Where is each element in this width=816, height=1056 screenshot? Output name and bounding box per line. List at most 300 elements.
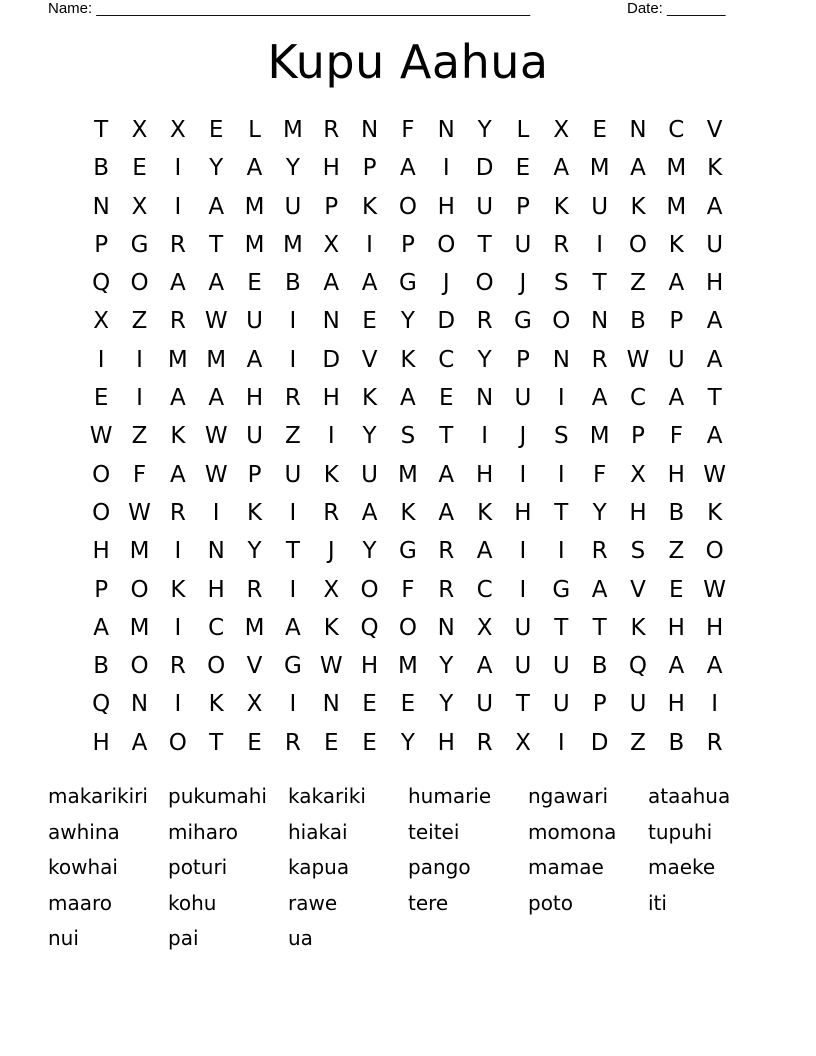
word-list-item: miharo <box>168 819 238 844</box>
grid-letter: K <box>247 499 263 526</box>
grid-letter: N <box>629 117 647 143</box>
grid-letter: Q <box>92 270 111 297</box>
grid-letter: X <box>93 308 110 335</box>
grid-letter: T <box>94 117 109 143</box>
word-list-item: kakariki <box>288 784 366 808</box>
grid-letter: I <box>519 538 527 565</box>
grid-letter: G <box>283 653 302 680</box>
grid-letter: I <box>289 346 297 373</box>
word-list-item: kowhai <box>48 855 118 879</box>
grid-letter: E <box>93 385 109 412</box>
grid-letter: F <box>401 576 415 603</box>
grid-letter: U <box>514 231 532 258</box>
grid-letter: F <box>593 461 607 488</box>
grid-letter: A <box>591 385 608 412</box>
grid-letter: Y <box>285 155 300 182</box>
grid-letter: B <box>668 499 685 526</box>
grid-letter: H <box>92 538 110 565</box>
grid-letter: M <box>589 155 610 182</box>
grid-letter: H <box>322 385 340 412</box>
grid-letter: Y <box>477 346 492 373</box>
grid-letter: P <box>324 193 339 220</box>
grid-letter: T <box>285 538 300 565</box>
grid-letter: I <box>442 155 450 182</box>
grid-letter: T <box>209 729 224 756</box>
grid-letter: I <box>481 423 488 450</box>
word-list-item: pango <box>408 855 471 879</box>
grid-letter: A <box>285 614 301 641</box>
grid-letter: A <box>169 385 186 412</box>
grid-letter: K <box>630 614 646 641</box>
grid-letter: I <box>174 614 182 641</box>
grid-row <box>82 456 734 494</box>
grid-letter: S <box>630 538 646 565</box>
grid-letter: K <box>707 155 723 182</box>
grid-letter: Y <box>439 653 454 680</box>
grid-letter: A <box>706 423 723 450</box>
grid-letter: X <box>131 193 148 220</box>
grid-letter: M <box>244 193 265 220</box>
grid-letter: Y <box>400 308 415 335</box>
grid-letter: U <box>514 614 532 641</box>
grid-letter: J <box>519 270 527 297</box>
grid-letter: H <box>437 729 455 756</box>
grid-letter: R <box>591 346 608 373</box>
grid-letter: A <box>630 155 646 182</box>
grid-letter: A <box>668 653 685 680</box>
grid-letter: I <box>289 308 297 335</box>
grid-letter: A <box>668 385 685 412</box>
grid-letter: E <box>208 117 224 143</box>
name-field-line: Name: ____________________________________________________ <box>48 0 531 17</box>
grid-letter: U <box>476 193 494 220</box>
grid-letter: M <box>129 538 150 565</box>
grid-letter: P <box>400 231 415 258</box>
grid-row <box>82 571 734 609</box>
grid-letter: D <box>475 155 494 182</box>
grid-letter: K <box>707 499 723 526</box>
grid-row <box>82 149 734 187</box>
grid-letter: I <box>519 576 527 603</box>
grid-letter: O <box>92 499 111 526</box>
grid-letter: Z <box>668 538 685 565</box>
grid-letter: G <box>552 576 571 603</box>
grid-letter: I <box>289 499 297 526</box>
grid-letter: U <box>591 193 609 220</box>
grid-letter: I <box>596 231 604 258</box>
grid-letter: A <box>169 461 186 488</box>
grid-letter: W <box>204 308 228 335</box>
grid-letter: W <box>703 461 727 488</box>
word-list-item: kohu <box>168 890 217 915</box>
grid-letter: R <box>706 729 723 756</box>
grid-letter: J <box>442 270 450 297</box>
grid-letter: M <box>282 231 303 258</box>
grid-letter: K <box>170 423 186 450</box>
grid-letter: H <box>706 270 724 297</box>
grid-letter: W <box>89 423 113 450</box>
grid-letter: T <box>707 385 722 412</box>
grid-letter: R <box>553 231 570 258</box>
grid-row <box>82 724 734 762</box>
grid-letter: Z <box>630 270 646 297</box>
grid-letter: W <box>128 499 151 526</box>
grid-letter: O <box>398 193 417 220</box>
grid-letter: W <box>204 461 228 488</box>
grid-letter: P <box>362 155 377 182</box>
grid-letter: Z <box>285 423 301 450</box>
grid-letter: I <box>519 461 527 488</box>
grid-letter: A <box>476 653 493 680</box>
grid-letter: D <box>322 346 341 373</box>
word-list-item: rawe <box>288 890 338 915</box>
grid-letter: H <box>322 155 340 182</box>
grid-letter: P <box>669 308 684 335</box>
word-list-item: hiakai <box>288 819 348 844</box>
grid-letter: T <box>592 270 607 297</box>
grid-letter: A <box>400 385 416 412</box>
grid-letter: I <box>289 691 297 718</box>
grid-letter: U <box>667 346 685 373</box>
grid-letter: Y <box>362 538 377 565</box>
grid-letter: L <box>516 117 530 143</box>
grid-letter: W <box>703 576 727 603</box>
grid-row <box>82 494 734 532</box>
grid-letter: A <box>706 308 723 335</box>
grid-letter: O <box>475 270 494 297</box>
grid-letter: P <box>592 691 607 718</box>
grid-letter: U <box>552 653 570 680</box>
grid-letter: A <box>706 653 723 680</box>
grid-letter: I <box>557 461 565 488</box>
grid-letter: K <box>477 499 493 526</box>
grid-letter: X <box>630 461 646 488</box>
grid-row <box>82 417 734 455</box>
grid-letter: H <box>514 499 532 526</box>
grid-letter: R <box>284 385 301 412</box>
grid-letter: M <box>129 614 150 641</box>
grid-letter: A <box>591 576 608 603</box>
grid-letter: U <box>284 193 302 220</box>
grid-letter: B <box>285 270 301 297</box>
grid-letter: A <box>208 193 225 220</box>
grid-letter: A <box>169 270 186 297</box>
grid-letter: H <box>475 461 494 488</box>
grid-letter: Y <box>439 691 454 718</box>
word-list-item: ngawari <box>528 784 609 808</box>
grid-letter: R <box>284 729 301 756</box>
grid-letter: U <box>706 231 724 258</box>
grid-letter: T <box>439 423 454 450</box>
word-list <box>48 780 768 958</box>
grid-letter: A <box>400 155 416 182</box>
word-list-item: makarikiri <box>48 784 148 808</box>
grid-letter: C <box>438 346 455 373</box>
grid-letter: H <box>360 653 379 680</box>
page-title: Kupu Aahua <box>267 35 549 89</box>
grid-letter: K <box>400 499 416 526</box>
grid-letter: O <box>130 576 149 603</box>
grid-letter: A <box>361 499 378 526</box>
grid-letter: G <box>514 308 532 335</box>
grid-letter: S <box>553 423 569 450</box>
word-list-item: mamae <box>528 855 604 879</box>
grid-letter: M <box>666 155 687 182</box>
grid-letter: N <box>322 691 340 718</box>
grid-row <box>82 226 734 264</box>
grid-letter: U <box>514 653 532 680</box>
grid-letter: Y <box>362 423 377 450</box>
grid-letter: R <box>169 308 186 335</box>
grid-letter: A <box>246 155 263 182</box>
word-list-item: humarie <box>408 784 492 808</box>
grid-letter: I <box>174 691 182 718</box>
grid-letter: K <box>630 193 646 220</box>
word-list-item: momona <box>528 819 617 844</box>
grid-letter: B <box>591 653 608 680</box>
word-list-item: nui <box>48 926 79 950</box>
grid-letter: R <box>476 308 493 335</box>
grid-letter: G <box>399 538 417 565</box>
grid-letter: I <box>557 385 565 412</box>
grid-letter: A <box>208 385 225 412</box>
grid-letter: W <box>319 653 343 680</box>
grid-letter: E <box>323 729 339 756</box>
grid-letter: F <box>669 423 683 450</box>
grid-letter: A <box>706 346 723 373</box>
grid-letter: M <box>282 117 303 143</box>
word-list-item: poturi <box>168 855 228 879</box>
grid-letter: O <box>130 653 149 680</box>
grid-letter: A <box>706 193 723 220</box>
grid-letter: B <box>93 155 110 182</box>
date-field-line: Date: _______ <box>627 0 726 17</box>
grid-letter: E <box>247 270 262 297</box>
grid-letter: U <box>246 308 263 335</box>
grid-letter: I <box>557 729 565 756</box>
grid-letter: I <box>289 576 297 603</box>
grid-letter: C <box>208 614 225 641</box>
grid-letter: O <box>437 231 456 258</box>
grid-letter: A <box>361 270 378 297</box>
grid-letter: U <box>361 461 378 488</box>
grid-letter: T <box>554 614 569 641</box>
grid-row <box>82 532 734 570</box>
grid-letter: A <box>93 614 110 641</box>
grid-letter: P <box>516 346 530 373</box>
grid-letter: I <box>711 691 719 718</box>
grid-row <box>82 609 734 647</box>
grid-letter: C <box>476 576 493 603</box>
word-list-item: maaro <box>48 890 113 915</box>
grid-letter: Y <box>592 499 607 526</box>
grid-letter: O <box>398 614 417 641</box>
grid-letter: N <box>591 308 609 335</box>
grid-letter: E <box>362 308 377 335</box>
grid-letter: D <box>437 308 456 335</box>
grid-letter: O <box>207 653 226 680</box>
grid-letter: H <box>629 499 647 526</box>
grid-letter: O <box>705 538 724 565</box>
grid-letter: I <box>327 423 335 450</box>
grid-letter: I <box>136 385 143 412</box>
grid-letter: H <box>667 691 685 718</box>
grid-row <box>82 111 734 149</box>
grid-letter: E <box>362 729 377 756</box>
grid-letter: B <box>668 729 685 756</box>
grid-letter: X <box>246 691 263 718</box>
grid-letter: U <box>476 691 494 718</box>
grid-letter: K <box>362 193 378 220</box>
grid-letter: Z <box>131 308 148 335</box>
grid-letter: V <box>246 653 263 680</box>
grid-letter: E <box>592 117 607 143</box>
grid-letter: P <box>247 461 262 488</box>
grid-letter: X <box>553 117 570 143</box>
grid-letter: P <box>94 576 109 603</box>
grid-letter: T <box>592 614 607 641</box>
grid-letter: K <box>362 385 378 412</box>
grid-letter: K <box>400 346 416 373</box>
grid-letter: W <box>204 423 228 450</box>
grid-letter: M <box>397 461 418 488</box>
grid-letter: M <box>206 346 227 373</box>
grid-row <box>82 341 734 379</box>
grid-letter: A <box>131 729 148 756</box>
grid-letter: E <box>515 155 531 182</box>
grid-letter: X <box>131 117 148 143</box>
grid-letter: B <box>93 653 110 680</box>
grid-letter: J <box>327 538 335 565</box>
grid-letter: G <box>130 231 149 258</box>
word-list-item: poto <box>528 890 574 915</box>
grid-letter: M <box>397 653 418 680</box>
grid-letter: E <box>400 691 416 718</box>
grid-letter: S <box>553 270 569 297</box>
grid-letter: M <box>167 346 188 373</box>
word-list-item: awhina <box>48 819 120 844</box>
grid-letter: A <box>208 270 225 297</box>
grid-letter: X <box>169 117 186 143</box>
grid-letter: N <box>437 117 455 143</box>
grid-letter: E <box>438 385 454 412</box>
grid-letter: U <box>552 691 570 718</box>
grid-letter: F <box>401 117 415 143</box>
grid-letter: J <box>519 423 527 450</box>
grid-letter: A <box>553 155 570 182</box>
grid-row <box>82 379 734 417</box>
grid-letter: A <box>476 538 493 565</box>
grid-letter: I <box>174 193 182 220</box>
grid-letter: N <box>360 117 379 143</box>
grid-letter: Y <box>209 155 224 182</box>
word-list-item: iti <box>648 890 667 915</box>
grid-letter: L <box>248 117 261 143</box>
grid-letter: W <box>626 346 650 373</box>
grid-letter: H <box>667 461 685 488</box>
grid-letter: R <box>169 231 186 258</box>
grid-letter: N <box>437 614 455 641</box>
word-list-item: tere <box>408 890 449 915</box>
grid-letter: C <box>629 385 647 412</box>
grid-letter: U <box>514 385 532 412</box>
grid-letter: B <box>630 308 646 335</box>
grid-letter: R <box>438 576 455 603</box>
grid-letter: I <box>366 231 373 258</box>
grid-letter: R <box>169 499 186 526</box>
grid-letter: T <box>209 231 224 258</box>
grid-letter: A <box>323 270 340 297</box>
grid-letter: M <box>589 423 610 450</box>
grid-letter: K <box>553 193 569 220</box>
letter-grid <box>82 111 734 762</box>
grid-letter: E <box>247 729 262 756</box>
grid-letter: K <box>323 614 339 641</box>
grid-letter: K <box>323 461 339 488</box>
grid-letter: Q <box>92 691 111 718</box>
grid-letter: P <box>631 423 645 450</box>
grid-letter: N <box>92 193 110 220</box>
grid-letter: A <box>438 461 455 488</box>
grid-letter: U <box>246 423 263 450</box>
grid-letter: Y <box>247 538 262 565</box>
grid-letter: V <box>630 576 646 603</box>
grid-letter: M <box>244 231 265 258</box>
grid-letter: I <box>174 538 182 565</box>
grid-letter: G <box>399 270 417 297</box>
grid-letter: A <box>668 270 685 297</box>
grid-letter: E <box>362 691 377 718</box>
word-list-item: maeke <box>648 855 716 879</box>
grid-letter: Y <box>400 729 415 756</box>
grid-letter: U <box>629 691 647 718</box>
word-list-item: pai <box>168 926 199 950</box>
grid-letter: E <box>669 576 684 603</box>
word-list-item: tupuhi <box>648 819 713 844</box>
grid-letter: I <box>136 346 143 373</box>
grid-letter: V <box>706 117 723 143</box>
grid-letter: R <box>438 538 455 565</box>
grid-letter: M <box>666 193 687 220</box>
grid-letter: O <box>168 729 187 756</box>
grid-letter: R <box>323 117 340 143</box>
grid-letter: R <box>476 729 493 756</box>
grid-letter: Z <box>131 423 148 450</box>
word-list-item: kapua <box>288 855 350 879</box>
grid-letter: S <box>400 423 416 450</box>
grid-letter: X <box>323 231 340 258</box>
grid-letter: H <box>706 614 724 641</box>
grid-letter: H <box>207 576 225 603</box>
grid-letter: N <box>322 308 340 335</box>
grid-letter: H <box>245 385 264 412</box>
word-list-item: teitei <box>408 819 460 844</box>
grid-letter: R <box>169 653 186 680</box>
grid-letter: N <box>476 385 494 412</box>
grid-letter: T <box>515 691 530 718</box>
grid-letter: H <box>667 614 685 641</box>
grid-letter: T <box>554 499 569 526</box>
grid-letter: O <box>552 308 571 335</box>
grid-letter: N <box>207 538 225 565</box>
grid-letter: A <box>438 499 455 526</box>
grid-letter: R <box>591 538 608 565</box>
grid-letter: I <box>97 346 105 373</box>
grid-letter: K <box>208 691 224 718</box>
grid-letter: X <box>323 576 340 603</box>
grid-letter: M <box>244 614 265 641</box>
grid-letter: Z <box>630 729 646 756</box>
